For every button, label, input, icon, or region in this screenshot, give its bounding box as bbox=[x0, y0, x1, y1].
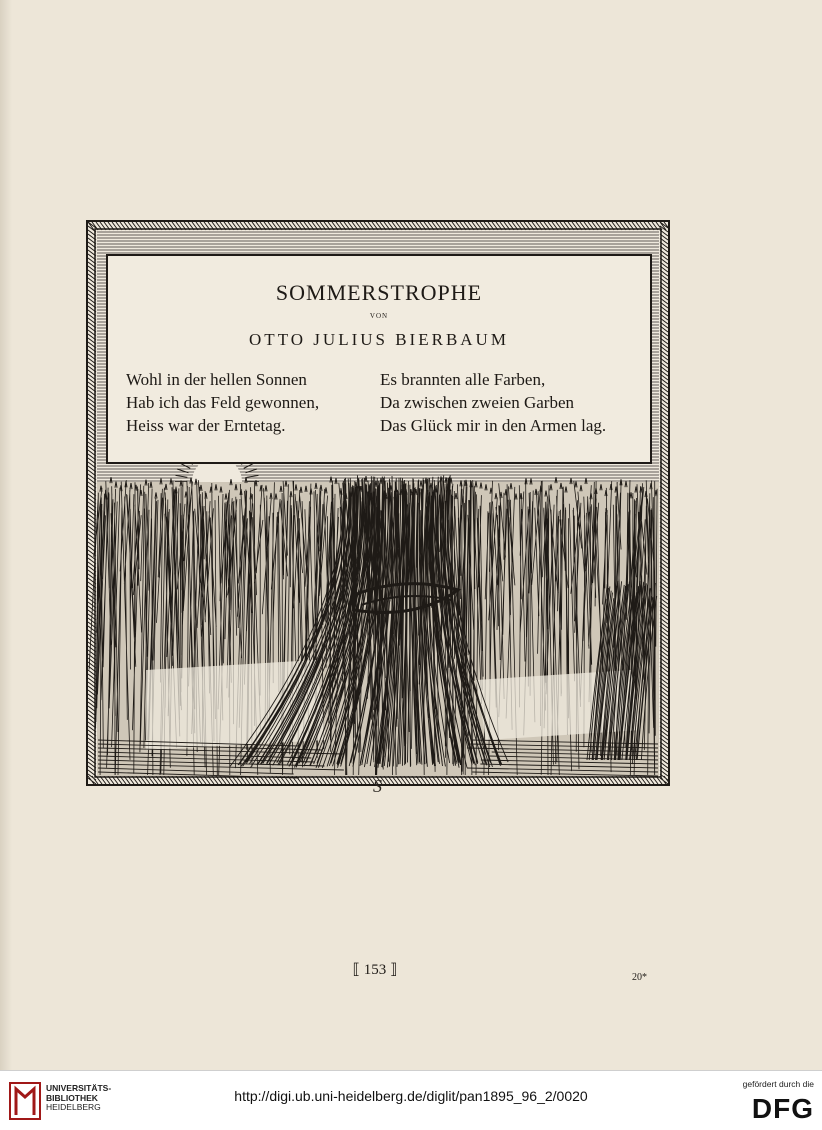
poem-author: OTTO JULIUS BIERBAUM bbox=[249, 330, 509, 349]
stanza-left bbox=[126, 368, 319, 437]
logo-line: HEIDELBERG bbox=[46, 1102, 101, 1112]
poem-line: Da zwischen zweien Garben bbox=[380, 393, 574, 412]
artist-monogram: S bbox=[373, 776, 382, 796]
dfg-caption: gefördert durch die bbox=[742, 1079, 814, 1089]
poem-line: Heiss war der Erntetag. bbox=[126, 416, 286, 435]
logo-line: UNIVERSITÄTS- bbox=[46, 1083, 112, 1093]
poem-title: SOMMERSTROPHE bbox=[275, 280, 483, 305]
signature-mark: 20* bbox=[632, 972, 647, 983]
poem-line: Hab ich das Feld gewonnen, bbox=[126, 393, 320, 412]
stanza-right bbox=[380, 368, 606, 437]
logo-line: BIBLIOTHEK bbox=[46, 1092, 98, 1103]
page-number: ⟦ 153 ⟧ bbox=[352, 962, 398, 978]
poem-line: Das Glück mir in den Armen lag. bbox=[380, 416, 607, 435]
viewer-footer bbox=[0, 1070, 822, 1130]
permalink-url[interactable]: http://digi.ub.uni-heidelberg.de/diglit/pan1895_96_2/0020 bbox=[234, 1088, 588, 1104]
poem-line: Es brannten alle Farben, bbox=[380, 370, 546, 389]
dfg-logo: DFG bbox=[751, 1093, 814, 1124]
poem-line: Wohl in der hellen Sonnen bbox=[126, 370, 307, 389]
woodcut-illustration bbox=[86, 220, 670, 786]
poem-von: VON bbox=[369, 312, 389, 320]
poem-box bbox=[106, 254, 652, 464]
page-edge bbox=[0, 0, 12, 1070]
